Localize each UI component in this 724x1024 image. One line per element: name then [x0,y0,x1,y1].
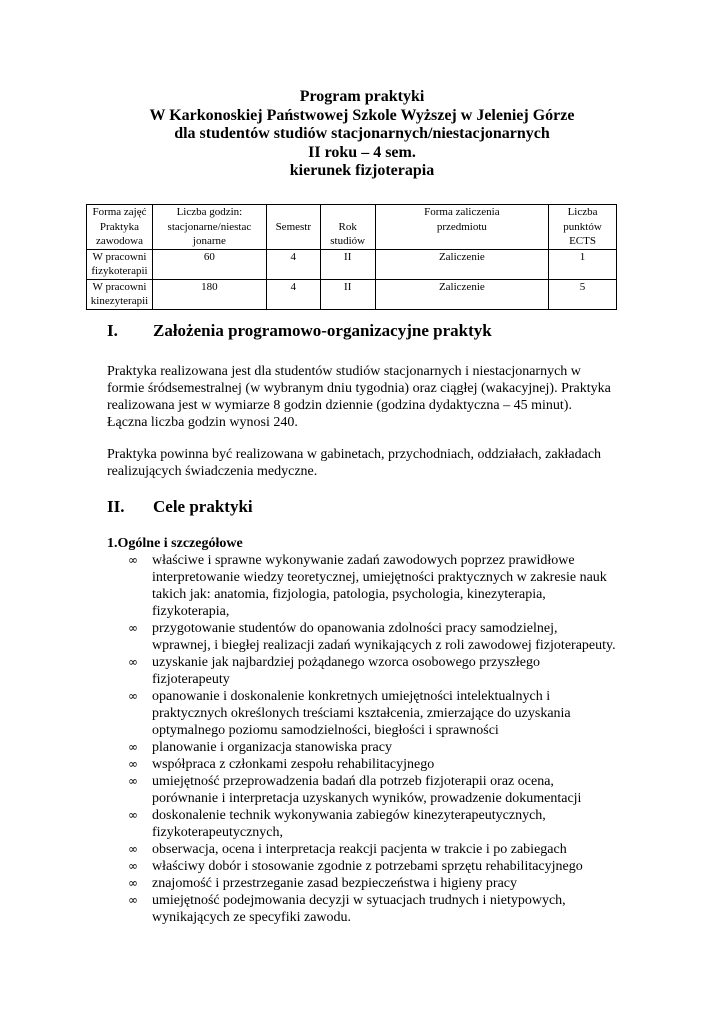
infinity-bullet-icon: ∞ [128,774,138,788]
list-item-line: znajomość i przestrzeganie zasad bezpieczeństwa i higieny pracy [152,876,517,891]
table-cell: II [320,249,375,279]
table-header-cell: Liczba godzin: stacjonarne/niestac jonarne [152,205,266,250]
document-title [0,88,724,181]
table-cell: 4 [266,279,320,309]
list-item-line: przygotowanie studentów do opanowania zdolności pracy samodzielnej, [152,621,558,636]
infinity-bullet-icon: ∞ [128,808,138,822]
list-item [107,739,627,756]
table-cell: 1 [549,249,617,279]
infinity-bullet-icon: ∞ [128,689,138,703]
list-item-line: praktycznych określonych treściami kształcenia, zmierzające do uzyskania [152,706,571,721]
table-cell: 5 [549,279,617,309]
title-line: II roku – 4 sem. [308,143,416,161]
list-item [107,807,627,841]
list-item-line: właściwe i sprawne wykonywanie zadań zawodowych poprzez prawidłowe [152,553,575,568]
table-cell: 60 [152,249,266,279]
list-item [107,773,627,807]
section-heading-1 [107,321,492,341]
table-row [87,279,617,309]
infinity-bullet-icon: ∞ [128,893,138,907]
table-cell: Zaliczenie [375,279,548,309]
list-item-line: obserwacja, ocena i interpretacja reakcji pacjenta w trakcie i po zabiegach [152,842,567,857]
subsection-title: 1.Ogólne i szczegółowe [107,536,243,551]
list-item-line: takich jak: anatomia, fizjologia, patologia, psychologia, kinezyterapia, [152,587,546,602]
goals-list [107,552,627,926]
section-heading-2 [107,497,253,517]
section-title: Cele praktyki [153,497,253,516]
infinity-bullet-icon: ∞ [128,553,138,567]
list-item-line: interpretowanie wiedzy teoretycznej, umiejętności praktycznych w zakresie nauk [152,570,607,585]
table-header-row [87,205,617,250]
table-cell: 180 [152,279,266,309]
list-item [107,841,627,858]
list-item-line: planowanie i organizacja stanowiska pracy [152,740,392,755]
text-line: Łączna liczba godzin wynosi 240. [107,415,298,430]
table-cell: II [320,279,375,309]
list-item [107,654,627,688]
title-line: W Karkonoskiej Państwowej Szkole Wyższej w Jeleniej Górze [149,106,575,124]
text-line: realizujących świadczenia medyczne. [107,464,318,479]
list-item-line: umiejętność przeprowadzenia badań dla potrzeb fizjoterapii oraz ocena, [152,774,554,789]
title-line: dla studentów studiów stacjonarnych/niestacjonarnych [174,125,550,142]
section-number: I. [107,321,118,340]
infinity-bullet-icon: ∞ [128,740,138,754]
table-cell: 4 [266,249,320,279]
list-item-line: wprawnej, i biegłej realizacji zadań wynikających z roli zawodowej fizjoterapeuty. [152,638,616,653]
list-item-line: fizykoterapeutycznych, [152,825,283,840]
list-item [107,892,627,926]
list-item [107,688,627,739]
infinity-bullet-icon: ∞ [128,859,138,873]
table-header-cell: Semestr [266,205,320,250]
table-header-cell: Forma zaliczenia przedmiotu [375,205,548,250]
list-item-line: umiejętność podejmowania decyzji w sytuacjach trudnych i nietypowych, [152,893,566,908]
text-line: realizowana jest w wymiarze 8 godzin dziennie (godzina dydaktyczna – 45 minut). [107,398,572,413]
list-item-line: doskonalenie technik wykonywania zabiegów kinezyterapeutycznych, [152,808,546,823]
list-item-line: współpraca z członkami zespołu rehabilitacyjnego [152,757,435,772]
text-line: formie śródsemestralnej (w wybranym dniu tygodnia) oraz ciągłej (wakacyjnej). Praktyka [107,381,611,396]
table-row [87,249,617,279]
paragraph [107,446,627,480]
text-line: Praktyka powinna być realizowana w gabinetach, przychodniach, oddziałach, zakładach [107,447,602,462]
table-header-cell: Liczba punktów ECTS [549,205,617,250]
title-line: Program praktyki [299,88,425,105]
section-number: II. [107,497,125,516]
table-cell: W pracowni kinezyterapii [87,279,153,309]
paragraph [107,363,627,431]
list-item-line: porównanie i interpretacja uzyskanych wyników, prowadzenie dokumentacji [152,791,582,806]
list-item-line: właściwy dobór i stosowanie zgodnie z potrzebami sprzętu rehabilitacyjnego [152,859,583,874]
list-item [107,875,627,892]
list-item [107,858,627,875]
infinity-bullet-icon: ∞ [128,876,138,890]
list-item-line: wynikających ze specyfiki zawodu. [152,910,352,925]
text-line: Praktyka realizowana jest dla studentów studiów stacjonarnych i niestacjonarnych w [107,364,581,379]
list-item-line: opanowanie i doskonalenie konkretnych umiejętności intelektualnych i [152,689,551,704]
practice-table [86,204,617,310]
list-item [107,756,627,773]
list-item-line: uzyskanie jak najbardziej pożądanego wzorca osobowego przyszłego [152,655,540,670]
infinity-bullet-icon: ∞ [128,621,138,635]
table-cell: Zaliczenie [375,249,548,279]
infinity-bullet-icon: ∞ [128,655,138,669]
list-item-line: fizykoterapia, [152,604,230,619]
table-header-cell: Rok studiów [320,205,375,250]
table-header-cell: Forma zajęć Praktyka zawodowa [87,205,153,250]
list-item [107,552,627,620]
section-title: Założenia programowo-organizacyjne praktyk [153,321,492,340]
infinity-bullet-icon: ∞ [128,757,138,771]
table-cell: W pracowni fizykoterapii [87,249,153,279]
list-item-line: fizjoterapeuty [152,672,230,687]
list-item-line: optymalnego poziomu samodzielności, biegłości i sprawności [152,723,499,738]
title-line: kierunek fizjoterapia [289,162,435,179]
infinity-bullet-icon: ∞ [128,842,138,856]
list-item [107,620,627,654]
